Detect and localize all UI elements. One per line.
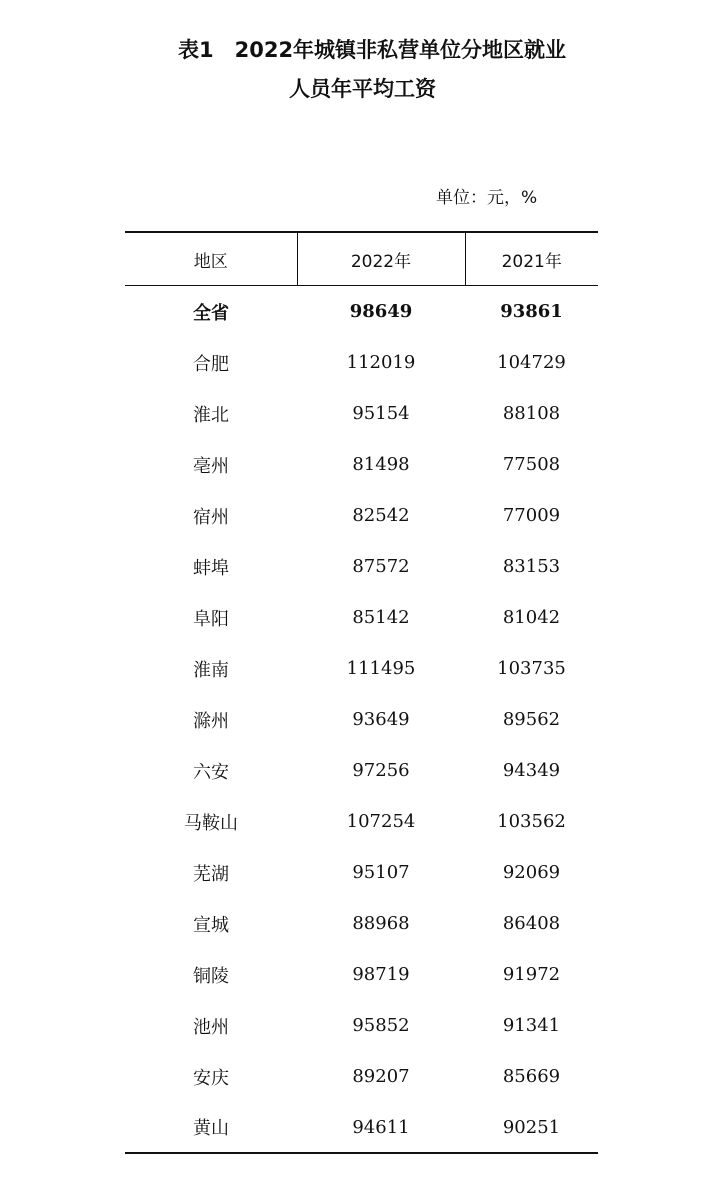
wage-table	[125, 231, 598, 1154]
cell-2021: 90251	[502, 1116, 561, 1138]
cell-2021: 103735	[497, 658, 566, 679]
cell-2022: 95154	[352, 403, 410, 424]
cell-2021: 85669	[502, 1066, 561, 1087]
table-row	[125, 388, 598, 439]
cell-2021: 77508	[502, 454, 561, 475]
cell-2022: 82542	[352, 505, 410, 526]
table-row	[125, 286, 598, 338]
cell-region: 淮北	[193, 404, 229, 426]
cell-2022: 95852	[352, 1015, 410, 1036]
cell-2021: 94349	[502, 760, 561, 781]
cell-2022: 98649	[349, 301, 413, 322]
cell-region: 阜阳	[193, 608, 229, 630]
cell-region: 六安	[193, 761, 229, 783]
cell-2022: 88968	[352, 913, 410, 934]
table-row	[125, 796, 598, 847]
cell-2021: 93861	[500, 301, 563, 322]
header-2022: 2022年	[297, 232, 465, 286]
cell-2022: 107254	[346, 811, 416, 832]
table-header-row	[125, 232, 598, 286]
cell-2021: 81042	[502, 607, 561, 628]
cell-2022: 95107	[352, 862, 410, 883]
cell-region: 淮南	[193, 659, 229, 681]
cell-2021: 89562	[502, 709, 561, 730]
cell-2022: 81498	[352, 454, 410, 475]
cell-region: 安庆	[193, 1067, 229, 1089]
table-title-line2: 人员年平均工资	[289, 77, 436, 101]
table-row	[125, 745, 598, 796]
wage-table-container	[125, 231, 598, 1154]
unit-note: 单位：元，%	[436, 188, 538, 208]
table-row	[125, 643, 598, 694]
cell-2021: 104729	[497, 352, 566, 373]
table-title-line1: 表1 2022年城镇非私营单位分地区就业	[178, 38, 567, 62]
cell-region: 铜陵	[193, 965, 229, 987]
table-row	[125, 541, 598, 592]
cell-region: 滁州	[193, 710, 229, 732]
table-row	[125, 847, 598, 898]
cell-2022: 111495	[346, 658, 416, 679]
table-row	[125, 898, 598, 949]
cell-2022: 94611	[352, 1116, 410, 1138]
table-row	[125, 949, 598, 1000]
table-row	[125, 694, 598, 745]
table-row	[125, 592, 598, 643]
header-2021: 2021年	[465, 232, 598, 286]
cell-2021: 77009	[502, 505, 561, 526]
cell-2022: 93649	[352, 709, 410, 730]
cell-region: 亳州	[193, 455, 229, 477]
cell-region: 马鞍山	[184, 812, 238, 834]
table-row	[125, 1051, 598, 1102]
cell-region: 黄山	[193, 1118, 229, 1139]
table-row	[125, 1102, 598, 1153]
cell-region: 芜湖	[193, 863, 229, 885]
cell-region: 蚌埠	[193, 557, 229, 579]
cell-region: 宣城	[193, 914, 229, 936]
cell-2022: 112019	[346, 352, 416, 373]
cell-2022: 87572	[352, 556, 410, 577]
cell-region: 宿州	[193, 506, 229, 528]
cell-region: 合肥	[193, 353, 229, 375]
cell-2021: 83153	[502, 556, 561, 577]
cell-2021: 86408	[502, 913, 561, 934]
header-region: 地区	[193, 251, 228, 272]
cell-2022: 98719	[352, 964, 410, 985]
cell-2021: 103562	[497, 811, 566, 832]
cell-region: 全省	[193, 302, 229, 324]
cell-2021: 88108	[502, 403, 561, 424]
cell-2022: 85142	[352, 607, 410, 628]
cell-2022: 97256	[352, 760, 410, 781]
cell-2021: 92069	[502, 862, 561, 883]
cell-region: 池州	[193, 1016, 229, 1038]
cell-2021: 91341	[502, 1015, 561, 1036]
table-body	[125, 286, 598, 1154]
table-row	[125, 337, 598, 388]
table-row	[125, 439, 598, 490]
cell-2022: 89207	[352, 1066, 410, 1087]
cell-2021: 91972	[502, 964, 561, 985]
table-row	[125, 490, 598, 541]
table-row	[125, 1000, 598, 1051]
